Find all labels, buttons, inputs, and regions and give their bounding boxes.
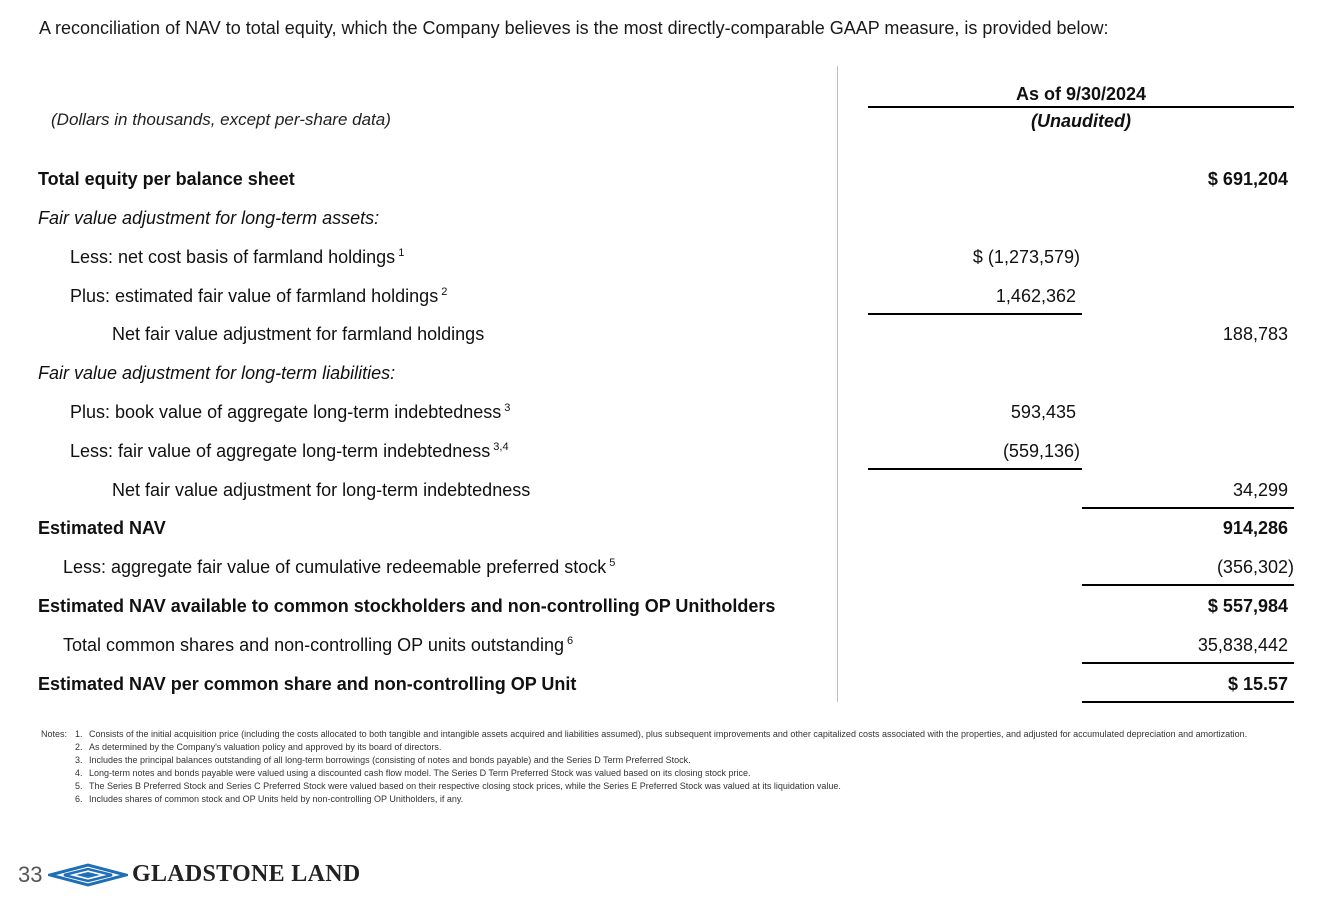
row-estimated-nav: [0, 514, 1340, 544]
footnote-item: 1. Consists of the initial acquisition price (including the costs allocated to both tangible and intangible assets acquired and liabilities assumed), plus subsequent improvements and other capitalized costs associated with the properties, and adjusted for accumulated depreciation and amortization.: [75, 729, 1248, 739]
row-label: Total common shares and non-controlling OP units outstanding $^6$: [63, 635, 574, 655]
gladstone-logo-icon: [48, 863, 128, 892]
row-net-debt-adjustment: [0, 476, 1340, 506]
row-value: 914,286: [1222, 518, 1288, 538]
row-value: (356,302): [1216, 557, 1294, 577]
row-value: 188,783: [1222, 324, 1288, 344]
units-note: (Dollars in thousands, except per-share data): [51, 110, 391, 129]
row-net-farmland-adjustment: [0, 320, 1340, 350]
row-subvalue: 1,462,362: [995, 286, 1076, 306]
row-subvalue: (559,136): [1002, 441, 1080, 461]
row-section-liabilities: [0, 359, 1340, 389]
row-book-value-debt: [0, 398, 1340, 428]
row-label: Fair value adjustment for long-term liabilities:: [38, 363, 396, 383]
footnote-ref: 3,4: [493, 441, 509, 453]
total-rule: [1082, 584, 1294, 586]
row-shares-outstanding: [0, 631, 1340, 661]
row-label: Less: aggregate fair value of cumulative redeemable preferred stock $^5$: [63, 557, 616, 577]
footnote-ref: 2: [441, 286, 448, 298]
footnote-item: 2. As determined by the Company's valuation policy and approved by its board of directors.: [75, 742, 442, 752]
footnote-ref: 1: [398, 247, 405, 259]
row-label: Estimated NAV: [38, 518, 166, 538]
row-label: Fair value adjustment for long-term assets:: [38, 208, 380, 228]
row-subvalue: $ (1,273,579): [972, 247, 1080, 267]
row-subvalue: 593,435: [1010, 402, 1076, 422]
footnote-ref: 3: [504, 402, 511, 414]
row-nav-per-share: [0, 670, 1340, 700]
footnote-list: [75, 728, 1325, 806]
subtotal-rule: [868, 313, 1082, 315]
row-label: Estimated NAV per common share and non-controlling OP Unit: [38, 674, 577, 694]
subtotal-rule: [868, 468, 1082, 470]
row-section-assets: [0, 204, 1340, 234]
row-label: Plus: estimated fair value of farmland holdings $^2$: [70, 286, 448, 306]
unaudited-header: (Unaudited): [1031, 111, 1131, 131]
company-logo-text: GLADSTONE LAND: [132, 861, 361, 887]
footnote-item: 5. The Series B Preferred Stock and Series C Preferred Stock were valued based on their respective closing stock prices, while the Series E Preferred Stock was valued at its liquidation value.: [75, 781, 841, 791]
notes-prefix: Notes:: [41, 729, 68, 739]
row-label: Net fair value adjustment for farmland holdings: [112, 324, 485, 344]
row-label: Less: net cost basis of farmland holdings $^1$: [70, 247, 405, 267]
row-label: Net fair value adjustment for long-term indebtedness: [112, 480, 531, 500]
row-value: 34,299: [1232, 480, 1288, 500]
row-value: $ 691,204: [1207, 169, 1288, 189]
footnote-item: 4. Long-term notes and bonds payable were valued using a discounted cash flow model. The Series D Term Preferred Stock was valued based on its closing stock price.: [75, 768, 751, 778]
row-net-cost-basis: [0, 243, 1340, 273]
row-label: Plus: book value of aggregate long-term indebtedness $^3$: [70, 402, 511, 422]
row-fair-value-debt: [0, 437, 1340, 467]
row-label: Estimated NAV available to common stockholders and non-controlling OP Unitholders: [38, 596, 776, 616]
footnote-ref: 6: [566, 635, 574, 647]
row-total-equity: [0, 165, 1340, 195]
row-preferred-stock: [0, 553, 1340, 583]
header-rule: [868, 106, 1294, 108]
row-label: Less: fair value of aggregate long-term indebtedness $^{3,4}$: [70, 441, 509, 461]
row-value: $ 15.57: [1227, 674, 1288, 694]
total-rule: [1082, 507, 1294, 509]
footnote-item: 3. Includes the principal balances outstanding of all long-term borrowings (consisting of notes and bonds payable) and the Series D Term Preferred Stock.: [75, 755, 691, 765]
date-header: As of 9/30/2024: [1015, 84, 1147, 104]
row-fair-value-farmland: [0, 282, 1340, 312]
total-rule: [1082, 662, 1294, 664]
row-value: $ 557,984: [1207, 596, 1288, 616]
total-rule: [1082, 701, 1294, 703]
row-value: 35,838,442: [1197, 635, 1288, 655]
page-number: 33: [18, 862, 43, 887]
footnote-item: 6. Includes shares of common stock and OP Units held by non-controlling OP Unitholders, if any.: [75, 794, 464, 804]
row-nav-available-common: [0, 592, 1340, 622]
intro-text: A reconciliation of NAV to total equity, which the Company believes is the most directly-comparable GAAP measure, is provided below:: [39, 18, 1109, 38]
row-label: Total equity per balance sheet: [38, 169, 295, 189]
footnote-ref: 5: [609, 557, 616, 569]
